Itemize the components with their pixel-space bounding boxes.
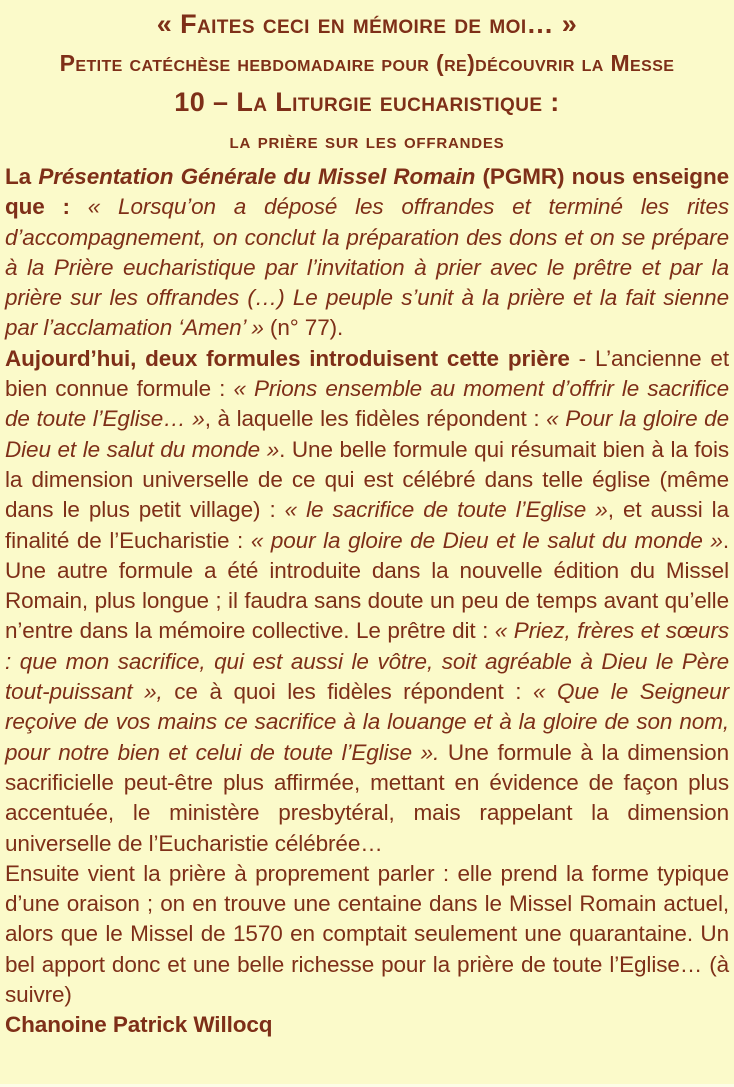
subtitle: Petite catéchèse hebdomadaire pour (re)découvrir la Messe — [59, 50, 675, 76]
paragraph-pgmr-quote — [5, 162, 729, 344]
text-run-italic: « Lorsqu’on a déposé les offrandes et terminé les rites d’accompagnement, on conclut la préparation des dons et on se prépare à la Prière eucharistique par l’invitation à prier avec le prêtre et par la prière sur les offrandes (…) Le peuple s’unit à la prière et la fait sienne par l’acclamation ‘Amen’ » — [5, 194, 730, 341]
text-run-regular: Une formule à la dimension sacrificielle peut-être plus affirmée, mettant en évidence de façon plus accentuée, le ministère presbytéral, mais rappelant la dimension universelle de l’Eucharistie célébrée… — [5, 739, 729, 856]
text-run-italic: « Priez, frères et sœurs : que mon sacrifice, qui est aussi le vôtre, soit agréable à Dieu le Père tout-puissant », — [5, 618, 729, 705]
text-run-regular: - L’ancienne et bien connue formule : — [5, 345, 729, 402]
page-header — [5, 4, 729, 162]
text-run-italic: « pour la gloire de Dieu et le salut du monde » — [250, 527, 723, 553]
text-run-italic: « Pour la gloire de Dieu et le salut du monde » — [5, 406, 729, 462]
text-run-regular: . Une autre formule a été introduite dans la nouvelle édition du Missel Romain, plus longue ; il faudra sans doute un peu de temps avant qu’elle n’entre dans la mémoire collective. Le prêtre dit : — [5, 527, 729, 644]
text-run-regular: , et aussi la finalité de l’Eucharistie : — [5, 497, 729, 553]
episode-title: 10 – La Liturgie eucharistique : — [174, 87, 560, 117]
text-run-bold-italic: Présentation Générale du Missel Romain — [38, 164, 476, 189]
text-run-regular: . Une belle formule qui résumait bien à la fois la dimension universelle de ce qui est célébré dans telle église (même dans le plus petit village) : — [5, 436, 729, 523]
text-run-regular: ce à quoi les fidèles répondent : — [162, 679, 533, 705]
paragraph-two-formulas — [5, 344, 729, 859]
section-title: la prière sur les offrandes — [229, 130, 505, 153]
text-run-bold: (PGMR) nous enseigne que : — [5, 164, 729, 220]
author-signature: Chanoine Patrick Willocq — [5, 1012, 273, 1038]
text-run-regular: Ensuite vient la prière à proprement parler : elle prend la forme typique d’une oraison ; on en trouve une centaine dans le Missel Romain actuel, alors que le Missel de 1570 en comptait seulement une quarantaine. Un bel apport donc et une belle richesse pour la prière de toute l’Eglise… (à suivre) — [5, 860, 729, 1008]
text-run-italic: « Que le Seigneur reçoive de vos mains ce sacrifice à la louange et à la gloire de son nom, pour notre bien et celui de toute l’Eglise ». — [5, 679, 729, 765]
text-run-bold: Aujourd’hui, deux formules introduisent cette prière — [5, 345, 570, 371]
text-run-italic: « le sacrifice de toute l’Eglise » — [284, 497, 608, 523]
paragraph-oraison — [5, 859, 729, 1010]
article-body — [5, 162, 729, 1041]
text-run-italic: « Prions ensemble au moment d’offrir le sacrifice de toute l’Eglise… » — [5, 376, 729, 432]
text-run-regular: (n° 77). — [263, 315, 344, 341]
main-title: « Faites ceci en mémoire de moi… » — [156, 9, 578, 39]
text-run-regular: , à laquelle les fidèles répondent : — [204, 406, 547, 432]
text-run-bold: La — [5, 164, 39, 189]
